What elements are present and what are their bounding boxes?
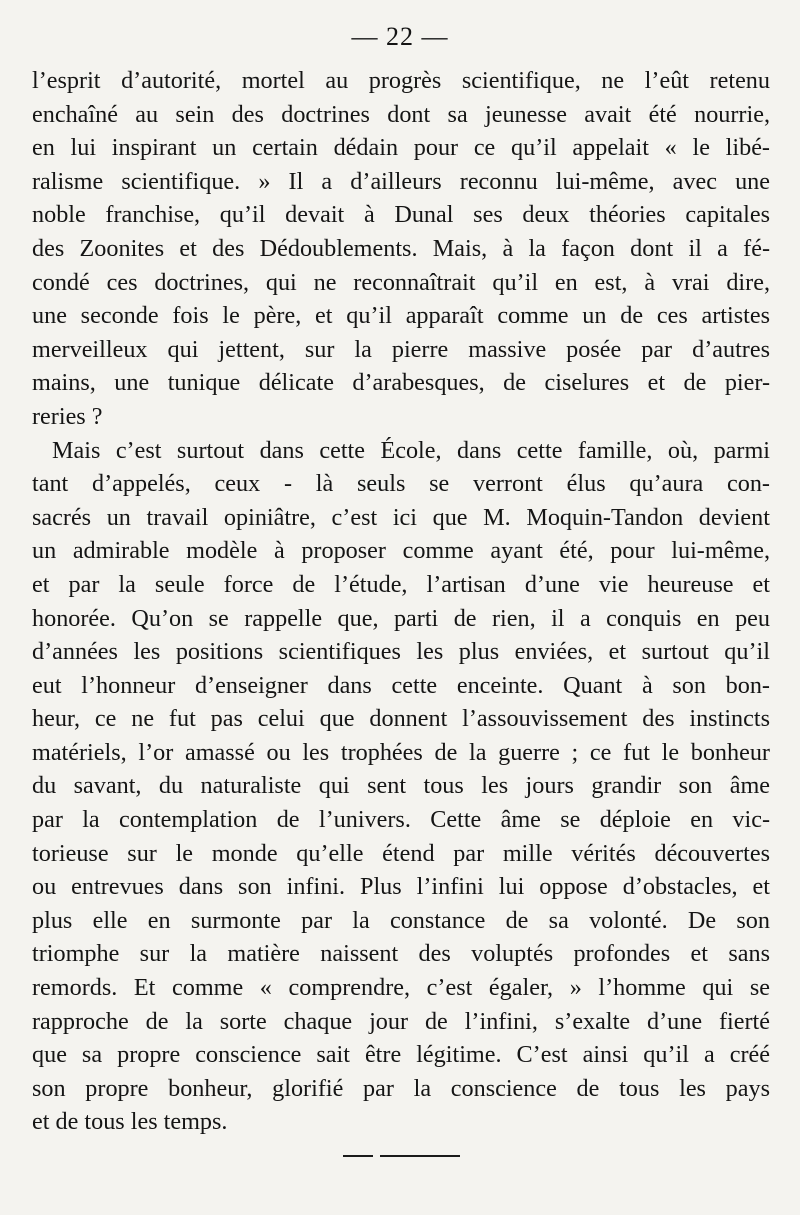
text-line: ralisme scientifique. » Il a d’ailleurs reconnu lui-même, avec une [32,167,770,195]
text-line: merveilleux qui jettent, sur la pierre massive posée par d’autres [32,335,770,363]
body-text [32,64,770,1139]
text-line: triomphe sur la matière naissent des voluptés profondes et sans [32,940,770,968]
section-divider-long [380,1155,460,1157]
text-line: que sa propre conscience sait être légitime. C’est ainsi qu’il a créé [32,1041,770,1069]
text-line: des Zoonites et des Dédoublements. Mais, à la façon dont il a fé- [32,234,770,262]
text-line: un admirable modèle à proposer comme ayant été, pour lui-même, [32,537,770,565]
text-line: eut l’honneur d’enseigner dans cette enceinte. Quant à son bon- [32,671,770,699]
text-line: ou entrevues dans son infini. Plus l’infini lui oppose d’obstacles, et [32,873,770,901]
text-line: sacrés un travail opiniâtre, c’est ici que M. Moquin-Tandon devient [32,503,770,531]
text-line: par la contemplation de l’univers. Cette âme se déploie en vic- [32,806,770,834]
text-line: rapproche de la sorte chaque jour de l’infini, s’exalte d’une fierté [32,1007,770,1035]
text-line: d’années les positions scientifiques les plus enviées, et surtout qu’il [32,638,770,666]
text-line: matériels, l’or amassé ou les trophées de la guerre ; ce fut le bonheur [32,738,770,766]
page-number: — 22 — [351,22,449,51]
text-line: son propre bonheur, glorifié par la conscience de tous les pays [32,1074,770,1102]
text-line: et de tous les temps. [32,1108,228,1136]
section-divider-short [343,1155,373,1157]
text-line: reries ? [32,402,103,430]
text-line: noble franchise, qu’il devait à Dunal ses deux théories capitales [32,201,770,229]
text-line: torieuse sur le monde qu’elle étend par mille vérités découvertes [32,839,770,867]
text-line: du savant, du naturaliste qui sent tous les jours grandir son âme [32,772,770,800]
text-line: tant d’appelés, ceux - là seuls se verront élus qu’aura con- [32,470,770,498]
text-line: mains, une tunique délicate d’arabesques, de ciselures et de pier- [32,369,770,397]
text-line: enchaîné au sein des doctrines dont sa jeunesse avait été nourrie, [32,100,770,128]
text-line: heur, ce ne fut pas celui que donnent l’assouvissement des instincts [32,705,770,733]
text-line: et par la seule force de l’étude, l’artisan d’une vie heureuse et [32,570,770,598]
text-line: plus elle en surmonte par la constance de sa volonté. De son [32,906,770,934]
text-line: en lui inspirant un certain dédain pour ce qu’il appelait « le libé- [32,134,770,162]
text-line: l’esprit d’autorité, mortel au progrès scientifique, ne l’eût retenu [32,67,770,94]
text-line: condé ces doctrines, qui ne reconnaîtrait qu’il en est, à vrai dire, [32,268,770,296]
text-line: remords. Et comme « comprendre, c’est égaler, » l’homme qui se [32,974,770,1002]
text-line: une seconde fois le père, et qu’il apparaît comme un de ces artistes [32,302,770,330]
text-line: honorée. Qu’on se rappelle que, parti de rien, il a conquis en peu [32,604,770,632]
text-line: Mais c’est surtout dans cette École, dans cette famille, où, parmi [52,436,770,464]
